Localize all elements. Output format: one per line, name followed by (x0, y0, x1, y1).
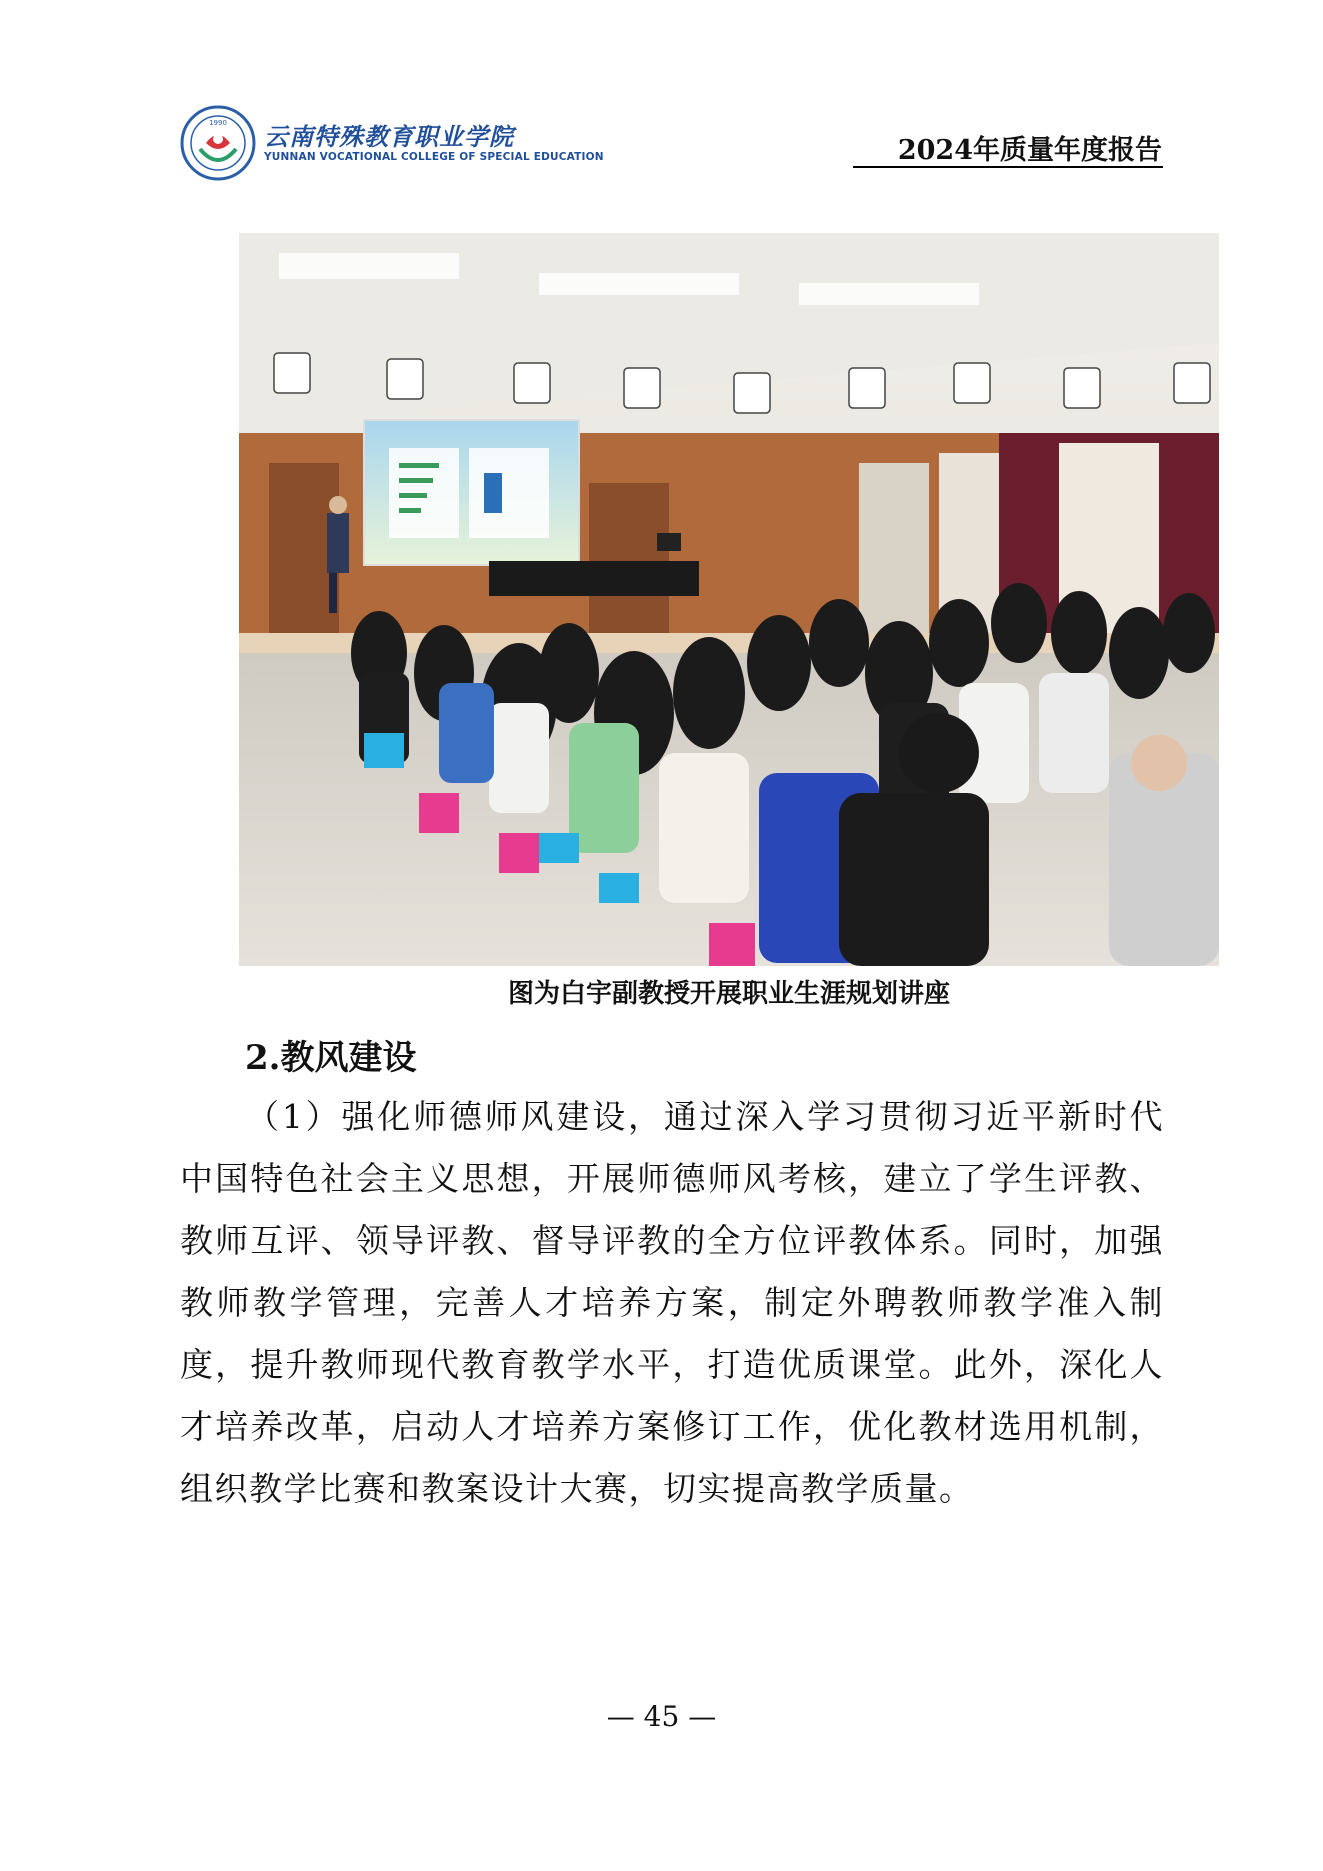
header-divider (853, 166, 1163, 168)
college-logo (180, 105, 604, 185)
section-heading: 2.教风建设 (245, 1038, 417, 1078)
logo-year: 1990 (209, 119, 227, 127)
figure-caption: 图为白宇副教授开展职业生涯规划讲座 (507, 979, 950, 1009)
body-paragraph: （1）强化师德师风建设，通过深入学习贯彻习近平新时代中国特色社会主义思想，开展师德师风考核，建立了学生评教、教师互评、领导评教、督导评教的全方位评教体系。同时，加强教师教学管理，完善人才培养方案，制定外聘教师教学准入制度，提升教师现代教育教学水平，打造优质课堂。此外，深化人才培养改革，启动人才培养方案修订工作，优化教材选用机制，组织教学比赛和教案设计大赛，切实提高教学质量。 (180, 1097, 1164, 1508)
college-seal-icon (180, 105, 256, 181)
logo-name-en: YUNNAN VOCATIONAL COLLEGE OF SPECIAL EDUCATION (264, 151, 604, 163)
logo-name-cn: 云南特殊教育职业学院 (264, 122, 514, 151)
lecture-photo (239, 233, 1219, 966)
report-title: 2024年质量年度报告 (897, 135, 1162, 166)
page-number: — 45 — (606, 1700, 717, 1733)
